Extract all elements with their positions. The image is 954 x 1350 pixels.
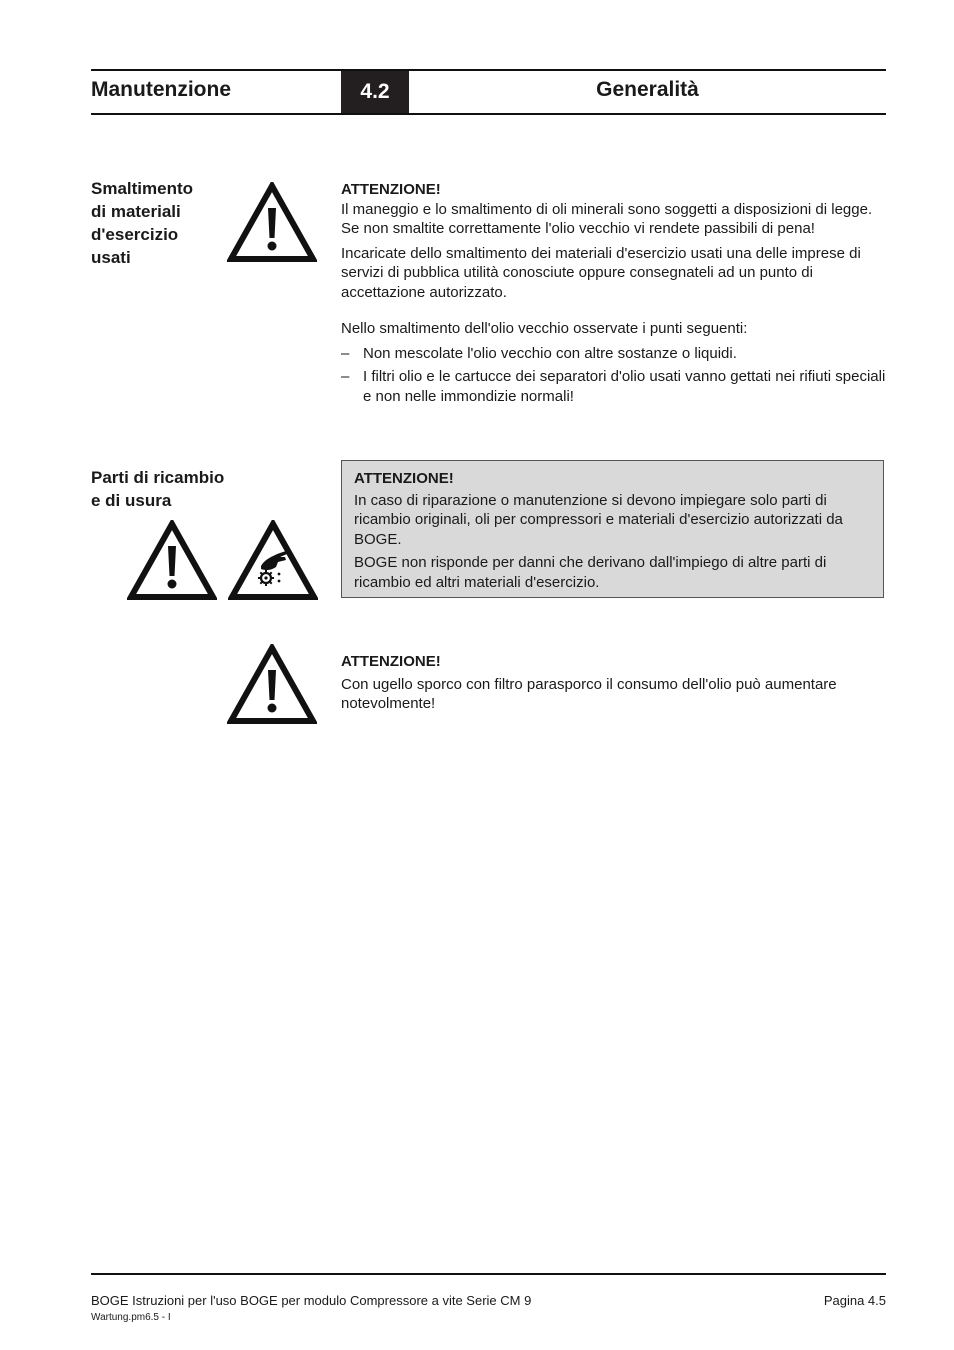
list-item-text: I filtri olio e le cartucce dei separatori d'olio usati vanno gettati nei rifiuti speciali e non nelle immondizie normali! [363,368,886,405]
heading-line: Parti di ricambio [91,468,225,487]
section-heading-spare-parts [91,466,224,512]
section-body-nozzle [341,652,889,714]
paragraph: Incaricate dello smaltimento dei materiali d'esercizio usati una delle imprese di servizi di pubblica utilità conosciute oppure consegnateli ad un punto di accettazione autorizzato. [341,244,861,301]
heading-line: di materiali [91,202,181,221]
attention-box-spare-parts [341,460,884,598]
list-item-text: Non mescolate l'olio vecchio con altre sostanze o liquidi. [363,344,737,362]
header-bottom-rule [91,113,886,115]
paragraph: Con ugello sporco con filtro parasporco il consumo dell'olio può aumentare notevolmente! [341,675,837,712]
paragraph: Nello smaltimento dell'olio vecchio osservate i punti seguenti: [341,320,748,337]
paragraph: BOGE non risponde per danni che derivano dall'impiego di altre parti di ricambio ed altri materiali d'esercizio. [354,554,827,591]
warning-triangle-icon [227,644,317,724]
header-section-number: 4.2 [341,71,409,113]
list-item [341,367,889,406]
footer-page-number: Pagina 4.5 [823,1293,886,1308]
list-item [341,344,889,364]
list-dash: – [341,344,350,362]
warning-triangle-icon [227,182,317,262]
heading-line: d'esercizio [91,225,179,244]
footer-file-reference: Wartung.pm6.5 - I [91,1312,171,1323]
section-body-disposal [341,180,889,406]
heading-line: Smaltimento [91,179,194,198]
paragraph: Il maneggio e lo smaltimento di oli minerali sono soggetti a disposizioni di legge. Se non smaltite correttamente l'olio vecchio vi rendete passibili di pena! [341,200,873,237]
heading-line: e di usura [91,491,172,510]
attention-label: ATTENZIONE! [341,181,441,198]
hand-gear-hazard-icon [228,520,318,600]
paragraph: In caso di riparazione o manutenzione si devono impiegare solo parti di ricambio originali, oli per compressori e materiali d'esercizio autorizzati da BOGE. [354,491,843,548]
list-dash: – [341,368,350,385]
footer-document-title: BOGE Istruzioni per l'uso BOGE per modulo Compressore a vite Serie CM 9 [91,1293,532,1308]
section-heading-disposal [91,177,193,269]
warning-triangle-icon [127,520,217,600]
header-section-name: Manutenzione [91,78,231,101]
header-top-rule [91,69,886,71]
footer-rule [91,1273,886,1275]
header-section-title: Generalità [596,78,699,101]
attention-label: ATTENZIONE! [341,653,441,670]
attention-label: ATTENZIONE! [354,470,454,487]
heading-line: usati [91,248,131,267]
